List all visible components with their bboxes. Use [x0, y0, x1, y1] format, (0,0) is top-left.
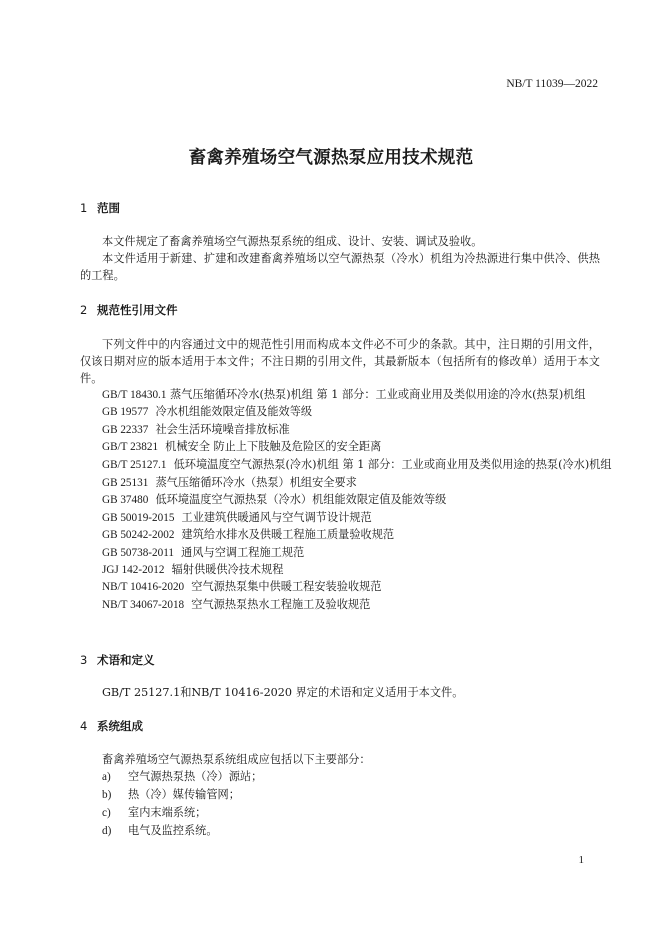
reference-item	[102, 578, 622, 595]
reference-item	[102, 403, 622, 420]
standard-code-header: NB/T 11039—2022	[506, 78, 598, 90]
reference-code: GB/T 23821	[102, 441, 159, 454]
section-number: 1	[80, 201, 88, 215]
reference-title: 工业建筑供暖通风与空气调节设计规范	[181, 510, 372, 524]
reference-item	[102, 438, 622, 455]
list-item-text: 空气源热泵热（冷）源站；	[128, 770, 263, 783]
list-item-label: c)	[102, 807, 111, 819]
reference-title: 社会生活环境噪音排放标准	[155, 422, 290, 436]
reference-code: GB/T 18430.1	[102, 389, 167, 401]
section-title: 术语和定义	[97, 653, 155, 667]
document-title: 畜禽养殖场空气源热泵应用技术规范	[188, 148, 474, 168]
reference-title: 低环境温度空气源热泵(冷水)机组 第 1 部分：工业或商业用及类似用途的热泵(冷水)机组	[173, 457, 612, 471]
reference-title: 蒸气压缩循环冷水(热泵)机组 第 1 部分：工业或商业用及类似用途的冷水(热泵)机组	[170, 388, 586, 401]
normative-reference-list	[102, 386, 622, 613]
reference-code: NB/T 10416-2020	[102, 581, 185, 594]
section-1-paragraph-2: 本文件适用于新建、扩建和改建畜禽养殖场以空气源热泵（冷水）机组为冷热源进行集中供冷、供热的工程。	[80, 252, 600, 282]
reference-title: 辐射供暖供冷技术规程	[171, 562, 284, 576]
section-4-heading	[80, 718, 143, 734]
reference-title: 空气源热泵热水工程施工及验收规范	[191, 597, 371, 611]
section-2-heading	[80, 302, 178, 318]
section-1-heading	[80, 200, 120, 216]
reference-code: GB 22337	[102, 423, 149, 436]
reference-code: GB 19577	[102, 406, 149, 419]
reference-item	[102, 526, 622, 543]
section-title: 规范性引用文件	[97, 303, 178, 317]
reference-title: 低环境温度空气源热泵（冷水）机组能效限定值及能效等级	[155, 493, 447, 507]
section-title: 范围	[97, 201, 120, 215]
page-number: 1	[578, 854, 584, 866]
section-number: 4	[80, 719, 88, 733]
section-3-heading	[80, 652, 155, 668]
system-components-list	[102, 768, 262, 840]
reference-item	[102, 474, 622, 491]
reference-item	[102, 386, 622, 403]
list-item-text: 热（冷）媒传输管网；	[128, 788, 240, 801]
reference-item	[102, 421, 622, 438]
reference-title: 建筑给水排水及供暖工程施工质量验收规范	[181, 528, 395, 542]
reference-title: 空气源热泵集中供暖工程安装验收规范	[191, 580, 382, 594]
section-4-paragraph-1: 畜禽养殖场空气源热泵系统组成应包括以下主要部分：	[102, 753, 371, 766]
list-item	[102, 822, 262, 840]
reference-code: GB/T 25127.1	[102, 458, 167, 471]
section-3-paragraph-1: GB/T 25127.1和NB/T 10416-2020 界定的术语和定义适用于本文件。	[102, 686, 464, 699]
reference-title: 蒸气压缩循环冷水（热泵）机组安全要求	[155, 475, 357, 489]
reference-code: NB/T 34067-2018	[102, 598, 185, 611]
section-number: 2	[80, 303, 88, 317]
list-item-text: 电气及监控系统。	[128, 824, 218, 837]
reference-title: 机械安全 防止上下肢触及危险区的安全距离	[165, 440, 382, 454]
reference-item	[102, 491, 622, 508]
reference-code: JGJ 142-2012	[102, 563, 165, 576]
section-2-paragraph-1: 下列文件中的内容通过文中的规范性引用而构成本文件必不可少的条款。其中，注日期的引用文件，仅该日期对应的版本适用于本文件；不注日期的引用文件，其最新版本（包括所有的修改单）适用于本文件。	[80, 338, 600, 385]
list-item-label: b)	[102, 789, 112, 801]
reference-title: 通风与空调工程施工规范	[181, 545, 305, 559]
section-1-paragraph-1: 本文件规定了畜禽养殖场空气源热泵系统的组成、设计、安装、调试及验收。	[102, 235, 483, 248]
reference-code: GB 50738-2011	[102, 546, 174, 559]
reference-code: GB 50019-2015	[102, 511, 175, 524]
list-item-label: d)	[102, 825, 112, 837]
list-item-text: 室内末端系统；	[128, 806, 207, 819]
reference-item	[102, 596, 622, 613]
section-number: 3	[80, 653, 88, 667]
reference-code: GB 37480	[102, 494, 149, 507]
reference-title: 冷水机组能效限定值及能效等级	[155, 405, 313, 419]
list-item	[102, 804, 262, 822]
reference-code: GB 50242-2002	[102, 529, 175, 542]
reference-item	[102, 509, 622, 526]
section-title: 系统组成	[97, 719, 143, 733]
list-item-label: a)	[102, 771, 111, 783]
list-item	[102, 786, 262, 804]
reference-item	[102, 544, 622, 561]
reference-item	[102, 561, 622, 578]
reference-item	[80, 456, 622, 474]
list-item	[102, 768, 262, 786]
reference-code: GB 25131	[102, 476, 149, 489]
